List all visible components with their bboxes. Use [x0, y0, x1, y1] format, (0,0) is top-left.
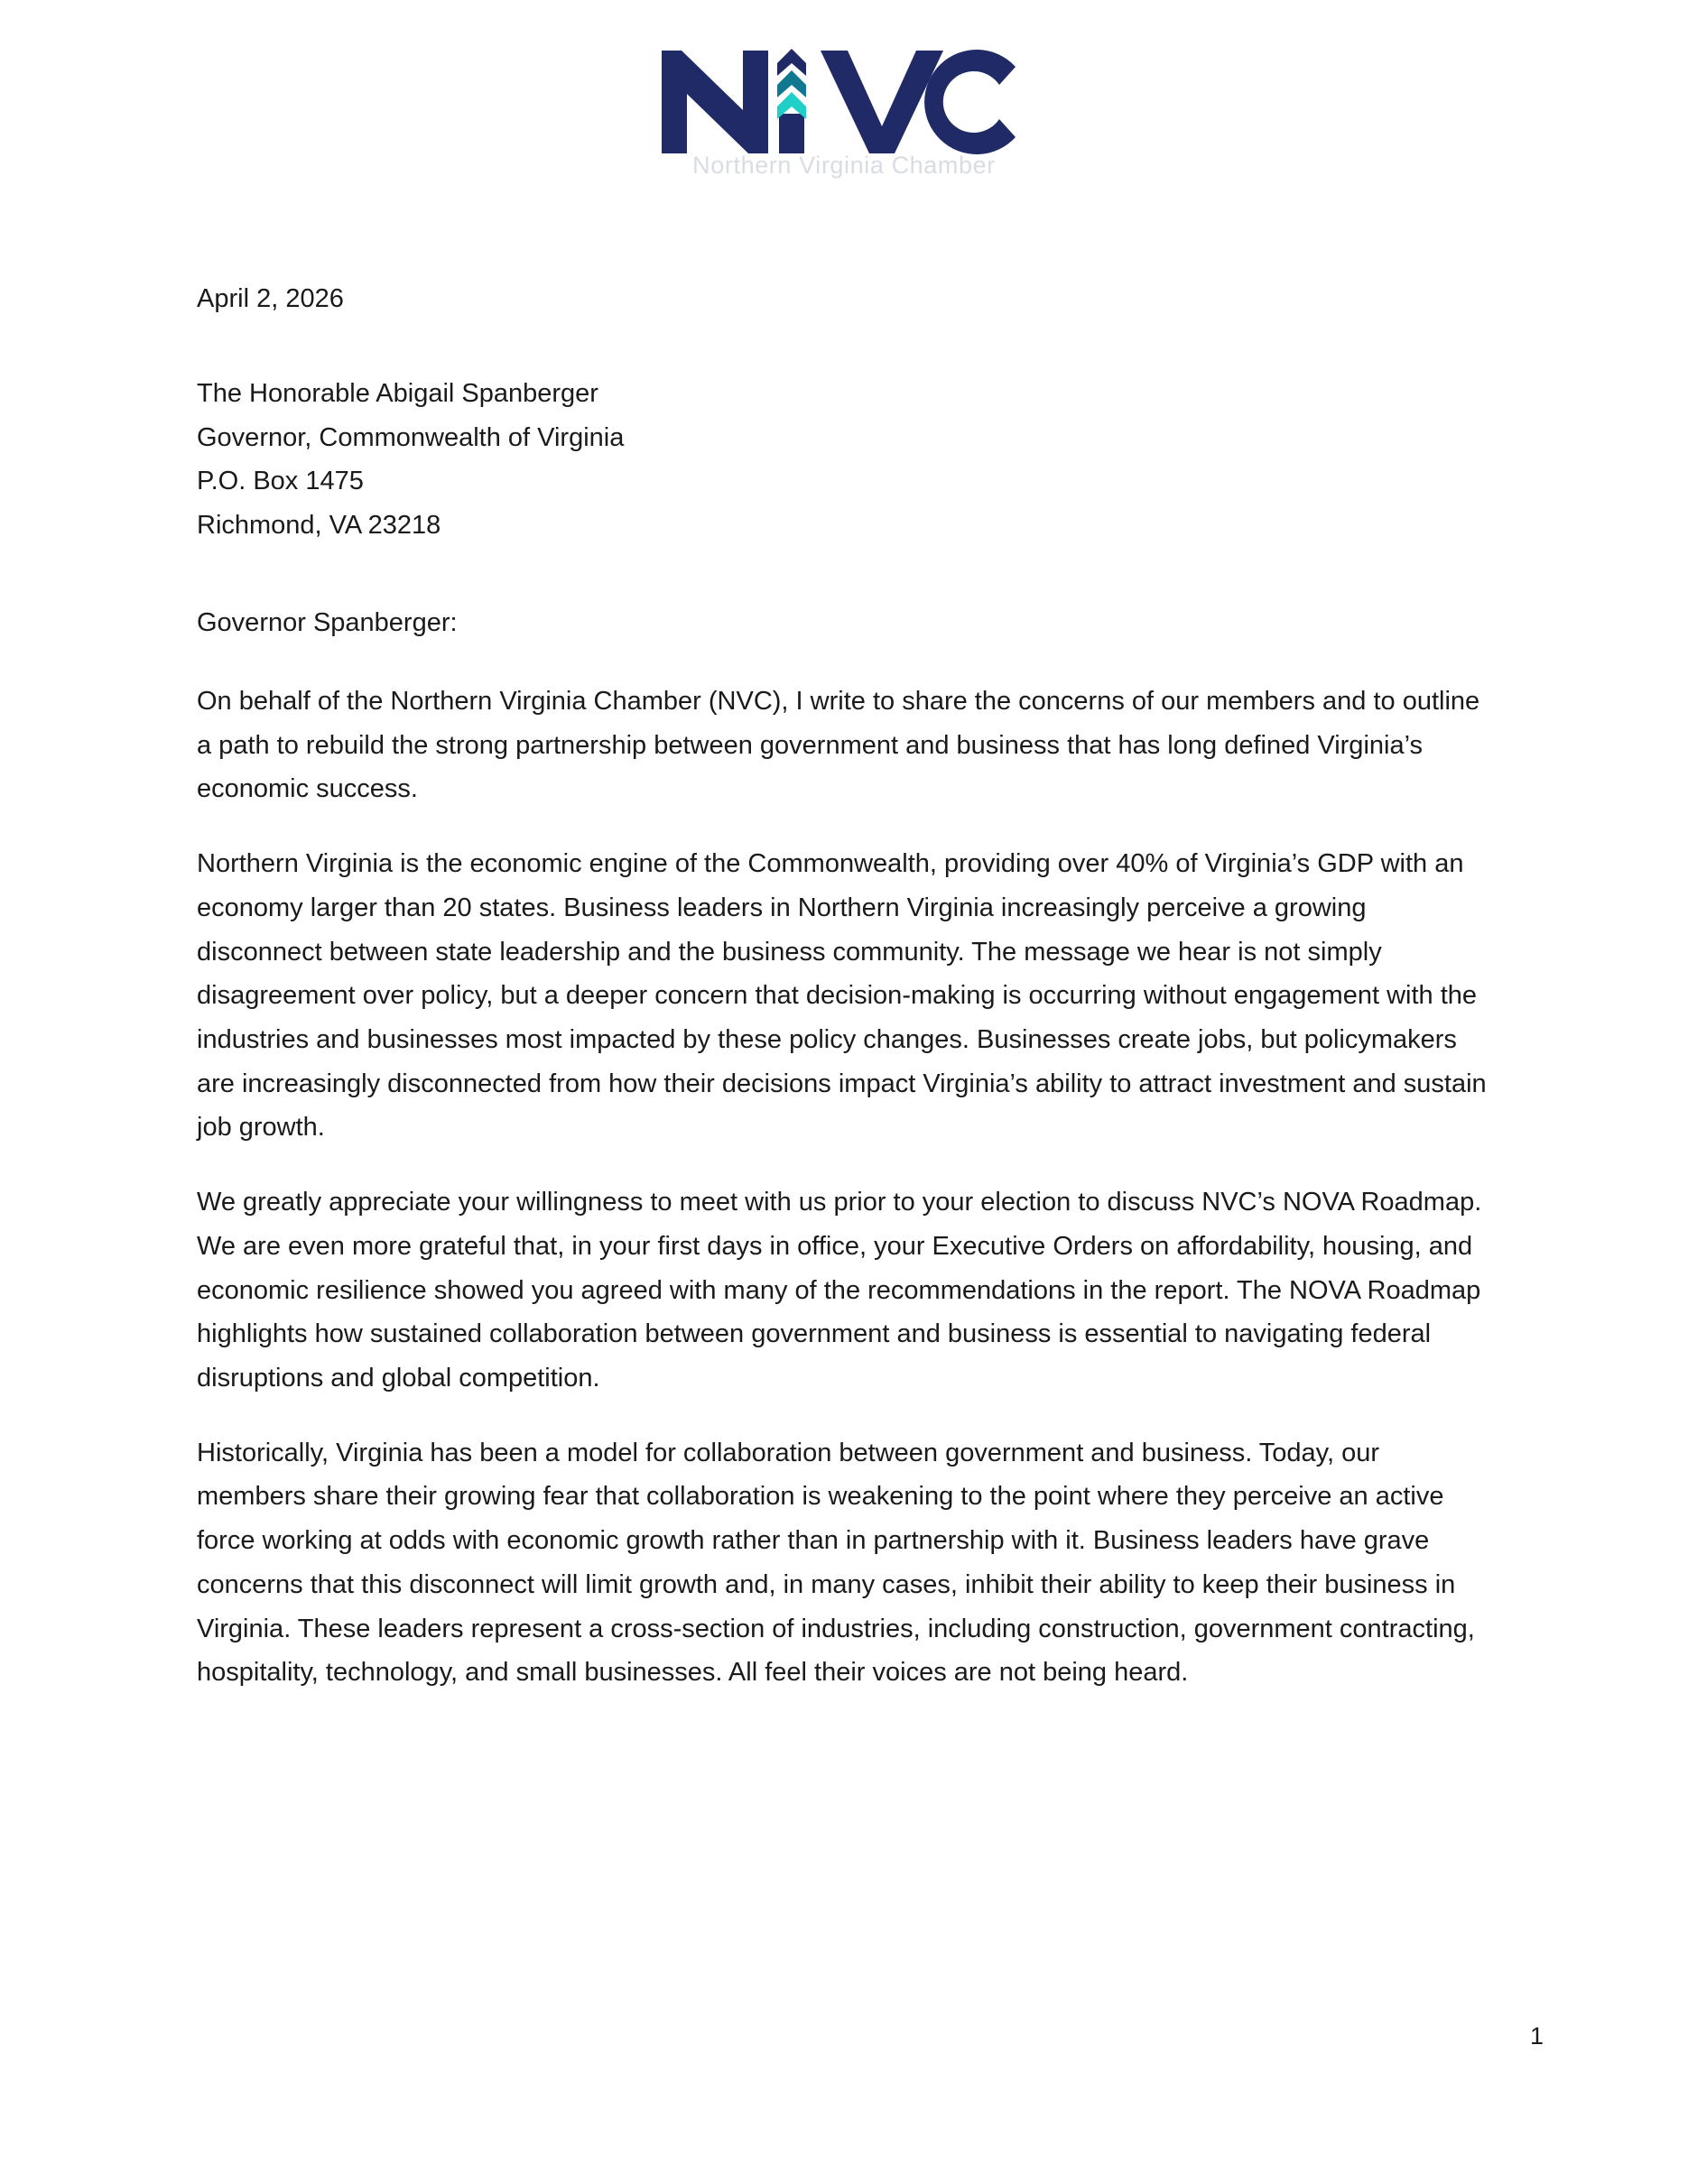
- nvc-logo: [654, 43, 1034, 180]
- letter-date: April 2, 2026: [197, 284, 344, 313]
- recipient-address-block: [197, 372, 1488, 548]
- recipient-city-state-zip: Richmond, VA 23218: [197, 511, 441, 541]
- recipient-street: P.O. Box 1475: [197, 467, 364, 496]
- page-number: 1: [1529, 2022, 1544, 2050]
- recipient-title: Governor, Commonwealth of Virginia: [197, 422, 625, 452]
- letter-paragraph: Northern Virginia is the economic engine of the Commonwealth, providing over 40% of Virginia’s GDP with an economy larger than 20 states. Business leaders in Northern Virginia increasingly perceive a growing disconnect between state leadership and the business community. The message we hear is not simply disagreement over policy, but a deeper concern that decision-making is occurring without engagement with the industries and businesses most impacted by these policy changes. Businesses create jobs, but policymakers are increasingly disconnected from how their decisions impact Virginia’s ability to attract investment and sustain job growth.: [197, 849, 1487, 1143]
- letter-paragraph: On behalf of the Northern Virginia Chamber (NVC), I write to share the concerns of our members and to outline a path to rebuild the strong partnership between government and business that has long defined Virginia’s economic success.: [197, 686, 1480, 804]
- letter-paragraph: We greatly appreciate your willingness to meet with us prior to your election to discuss NVC’s NOVA Roadmap. We are even more grateful that, in your first days in office, your Executive Orders on affordability, housing, and economic resilience showed you agreed with many of the recommendations in the report. The NOVA Roadmap highlights how sustained collaboration between government and business is essential to navigating federal disruptions and global competition.: [197, 1188, 1482, 1393]
- logo-tagline: Northern Virginia Chamber: [692, 152, 996, 179]
- letter-body: [197, 280, 1488, 1695]
- recipient-name: The Honorable Abigail Spanberger: [197, 379, 598, 409]
- nvc-logo-icon: [654, 43, 1034, 161]
- letter-salutation: Governor Spanberger:: [197, 607, 458, 637]
- letter-paragraph: Historically, Virginia has been a model for collaboration between government and business. Today, our members share their growing fear that collaboration is weakening to the point where they perceive an active force working at odds with economic growth rather than in partnership with it. Business leaders have grave concerns that this disconnect will limit growth and, in many cases, inhibit their ability to keep their business in Virginia. These leaders represent a cross-section of industries, including construction, government contracting, hospitality, technology, and small businesses. All feel their voices are not being heard.: [197, 1438, 1475, 1688]
- letterhead: [0, 43, 1688, 180]
